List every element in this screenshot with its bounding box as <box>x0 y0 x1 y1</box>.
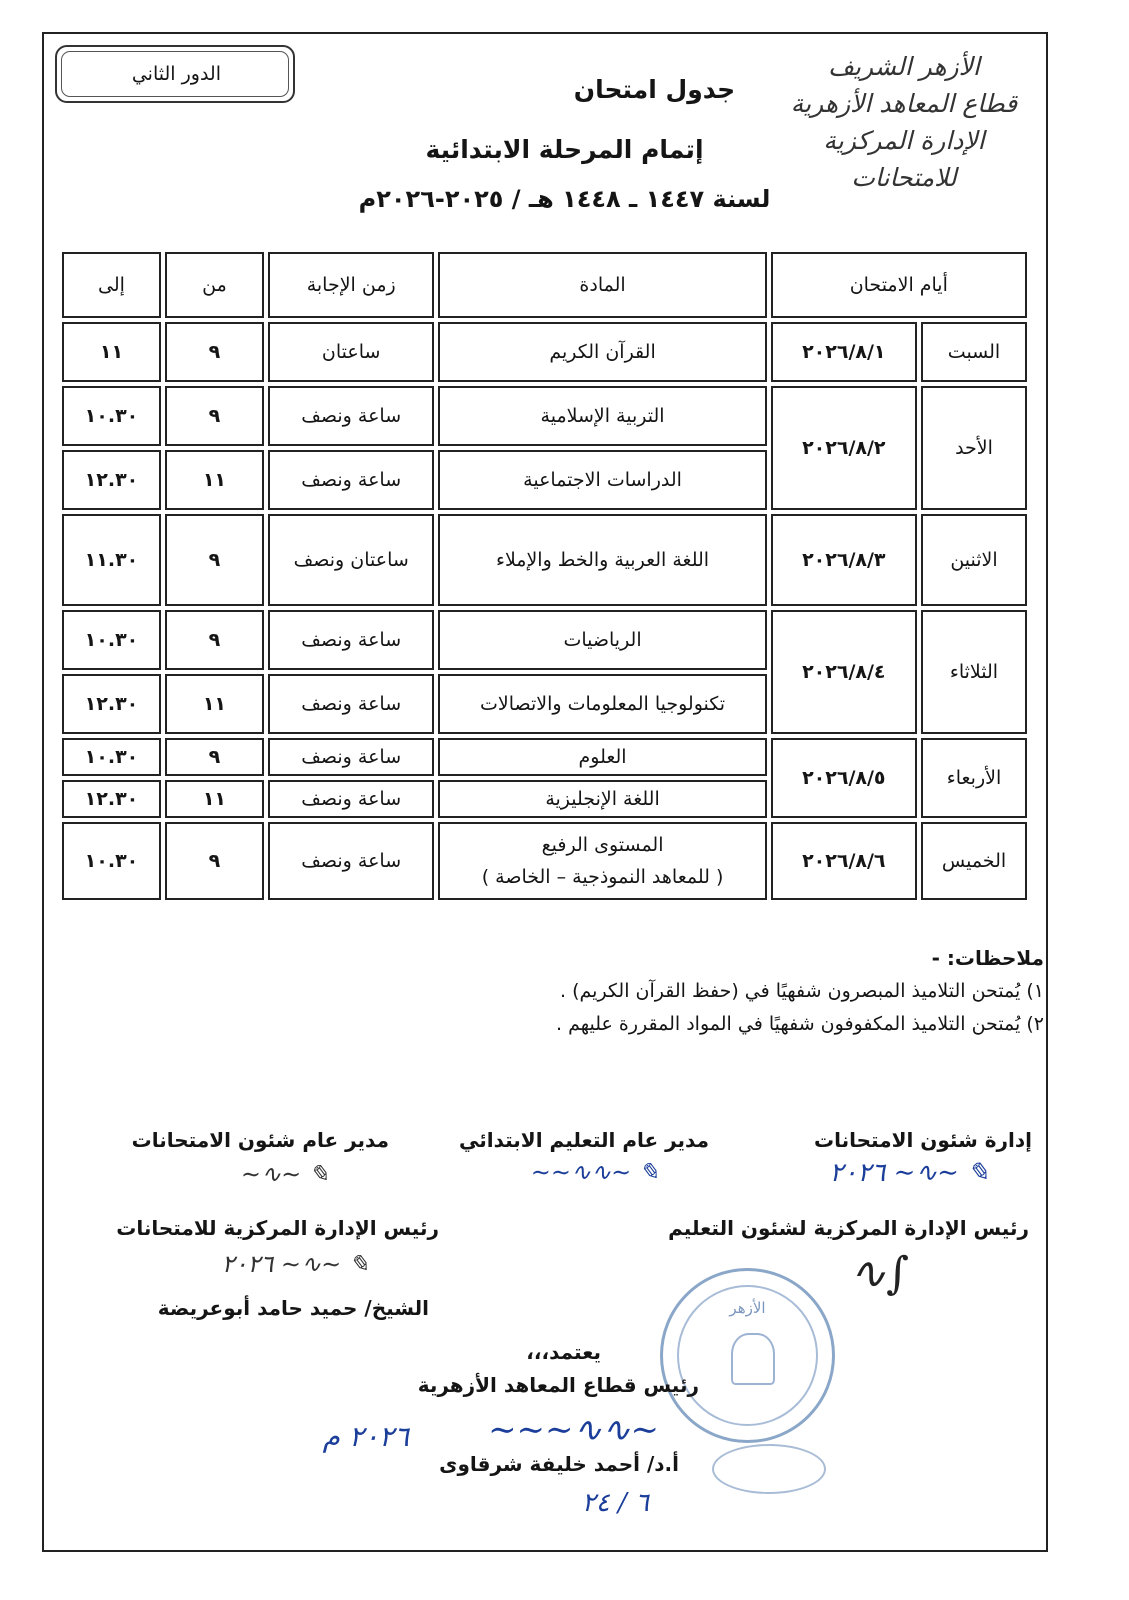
sig-primary-director: مدير عام التعليم الابتدائي <box>458 1128 709 1152</box>
signature-ink: ٦ / ٢٤ <box>581 1488 649 1518</box>
from-cell: ٩ <box>165 822 264 900</box>
duration-cell: ساعتان <box>268 322 435 382</box>
sig-sector-head-name: أ.د/ أحمد خليفة شرقاوى <box>439 1452 679 1476</box>
table-row <box>62 738 1027 776</box>
subject-cell: المستوى الرفيع ( للمعاهد النموذجية – الخاصة ) <box>438 822 766 900</box>
exam-round-label: الدور الثاني <box>131 63 221 85</box>
title-line-3: لسنة ١٤٤٧ ـ ١٤٤٨ هـ / ٢٠٢٥-٢٠٢٦م <box>358 185 771 213</box>
signature-ink: ∽∿∿∽∽∽ <box>488 1410 659 1450</box>
title-line-1: جدول امتحان <box>573 75 736 104</box>
date-cell: ٢٠٢٦/٨/١ <box>771 322 917 382</box>
header-from: من <box>165 252 264 318</box>
signature-ink: ∫∿ <box>849 1248 909 1299</box>
sig-exams-head: رئيس الإدارة المركزية للامتحانات <box>116 1216 439 1240</box>
from-cell: ٩ <box>165 322 264 382</box>
from-cell: ٩ <box>165 610 264 670</box>
signature-ink: ✎ ∽∿∽ ٢٠٢٦ <box>829 1158 989 1188</box>
day-cell: السبت <box>921 322 1027 382</box>
signature-ink: ✎ ∽∿∽ <box>240 1160 329 1188</box>
from-cell: ٩ <box>165 738 264 776</box>
notes-title: ملاحظات: - <box>931 946 1044 970</box>
eagle-emblem-icon <box>731 1333 775 1385</box>
from-cell: ١١ <box>165 780 264 818</box>
from-cell: ١١ <box>165 450 264 510</box>
duration-cell: ساعة ونصف <box>268 450 435 510</box>
to-cell: ١٠.٣٠ <box>62 738 161 776</box>
table-row <box>62 822 1027 900</box>
from-cell: ٩ <box>165 386 264 446</box>
duration-cell: ساعتان ونصف <box>268 514 435 606</box>
stamp-seal-icon <box>712 1444 826 1494</box>
day-cell: الأربعاء <box>921 738 1027 818</box>
azhar-logo-calligraphy: الأزهر الشريف قطاع المعاهد الأزهرية الإدارة المركزية للامتحانات <box>790 52 1018 192</box>
sig-sheikh-name: الشيخ/ حميد حامد أبوعريضة <box>157 1296 429 1320</box>
title-line-2: إتمام المرحلة الابتدائية <box>425 135 704 164</box>
table-row <box>62 322 1027 382</box>
to-cell: ١١.٣٠ <box>62 514 161 606</box>
to-cell: ١٢.٣٠ <box>62 450 161 510</box>
from-cell: ٩ <box>165 514 264 606</box>
duration-cell: ساعة ونصف <box>268 822 435 900</box>
header-days: أيام الامتحان <box>771 252 1027 318</box>
duration-cell: ساعة ونصف <box>268 610 435 670</box>
note-item: ١) يُمتحن التلاميذ المبصرون شفهيًا في (حفظ القرآن الكريم) . <box>560 980 1044 1002</box>
header-to: إلى <box>62 252 161 318</box>
day-cell: الخميس <box>921 822 1027 900</box>
subject-cell: العلوم <box>438 738 766 776</box>
subject-cell: اللغة الإنجليزية <box>438 780 766 818</box>
header-duration: زمن الإجابة <box>268 252 435 318</box>
sig-approve: يعتمد،،، <box>526 1340 601 1364</box>
exam-schedule-table <box>58 248 1031 904</box>
from-cell: ١١ <box>165 674 264 734</box>
to-cell: ١١ <box>62 322 161 382</box>
header-subject: المادة <box>438 252 766 318</box>
day-cell: الأحد <box>921 386 1027 510</box>
sig-exams-affairs: إدارة شئون الامتحانات <box>814 1128 1032 1152</box>
subject-cell: التربية الإسلامية <box>438 386 766 446</box>
note-item: ٢) يُمتحن التلاميذ المكفوفون شفهيًا في المواد المقررة عليهم . <box>556 1013 1044 1035</box>
sig-education-head: رئيس الإدارة المركزية لشئون التعليم <box>668 1216 1029 1240</box>
notes-section <box>556 942 1044 1041</box>
date-cell: ٢٠٢٦/٨/٥ <box>771 738 917 818</box>
date-cell: ٢٠٢٦/٨/٤ <box>771 610 917 734</box>
sig-exams-director: مدير عام شئون الامتحانات <box>131 1128 389 1152</box>
duration-cell: ساعة ونصف <box>268 780 435 818</box>
to-cell: ١٠.٣٠ <box>62 822 161 900</box>
to-cell: ١٢.٣٠ <box>62 674 161 734</box>
table-row <box>62 514 1027 606</box>
day-cell: الثلاثاء <box>921 610 1027 734</box>
signature-ink: ✎ ∽∿∿∽∽ <box>530 1158 659 1186</box>
duration-cell: ساعة ونصف <box>268 674 435 734</box>
duration-cell: ساعة ونصف <box>268 386 435 446</box>
table-row <box>62 386 1027 446</box>
day-cell: الاثنين <box>921 514 1027 606</box>
date-cell: ٢٠٢٦/٨/٣ <box>771 514 917 606</box>
table-row <box>62 610 1027 670</box>
to-cell: ١٠.٣٠ <box>62 610 161 670</box>
azhar-official-stamp: الأزهر <box>660 1268 835 1443</box>
date-cell: ٢٠٢٦/٨/٢ <box>771 386 917 510</box>
subject-cell: تكنولوجيا المعلومات والاتصالات <box>438 674 766 734</box>
subject-cell: الدراسات الاجتماعية <box>438 450 766 510</box>
duration-cell: ساعة ونصف <box>268 738 435 776</box>
to-cell: ١٢.٣٠ <box>62 780 161 818</box>
subject-cell: الرياضيات <box>438 610 766 670</box>
signature-ink: ✎ ∽∿∽ ٢٠٢٦ <box>221 1250 369 1278</box>
date-cell: ٢٠٢٦/٨/٦ <box>771 822 917 900</box>
subject-cell: اللغة العربية والخط والإملاء <box>438 514 766 606</box>
sig-sector-head: رئيس قطاع المعاهد الأزهرية <box>417 1373 699 1397</box>
subject-cell: القرآن الكريم <box>438 322 766 382</box>
signature-ink: ٢٠٢٦ م <box>322 1420 409 1453</box>
to-cell: ١٠.٣٠ <box>62 386 161 446</box>
